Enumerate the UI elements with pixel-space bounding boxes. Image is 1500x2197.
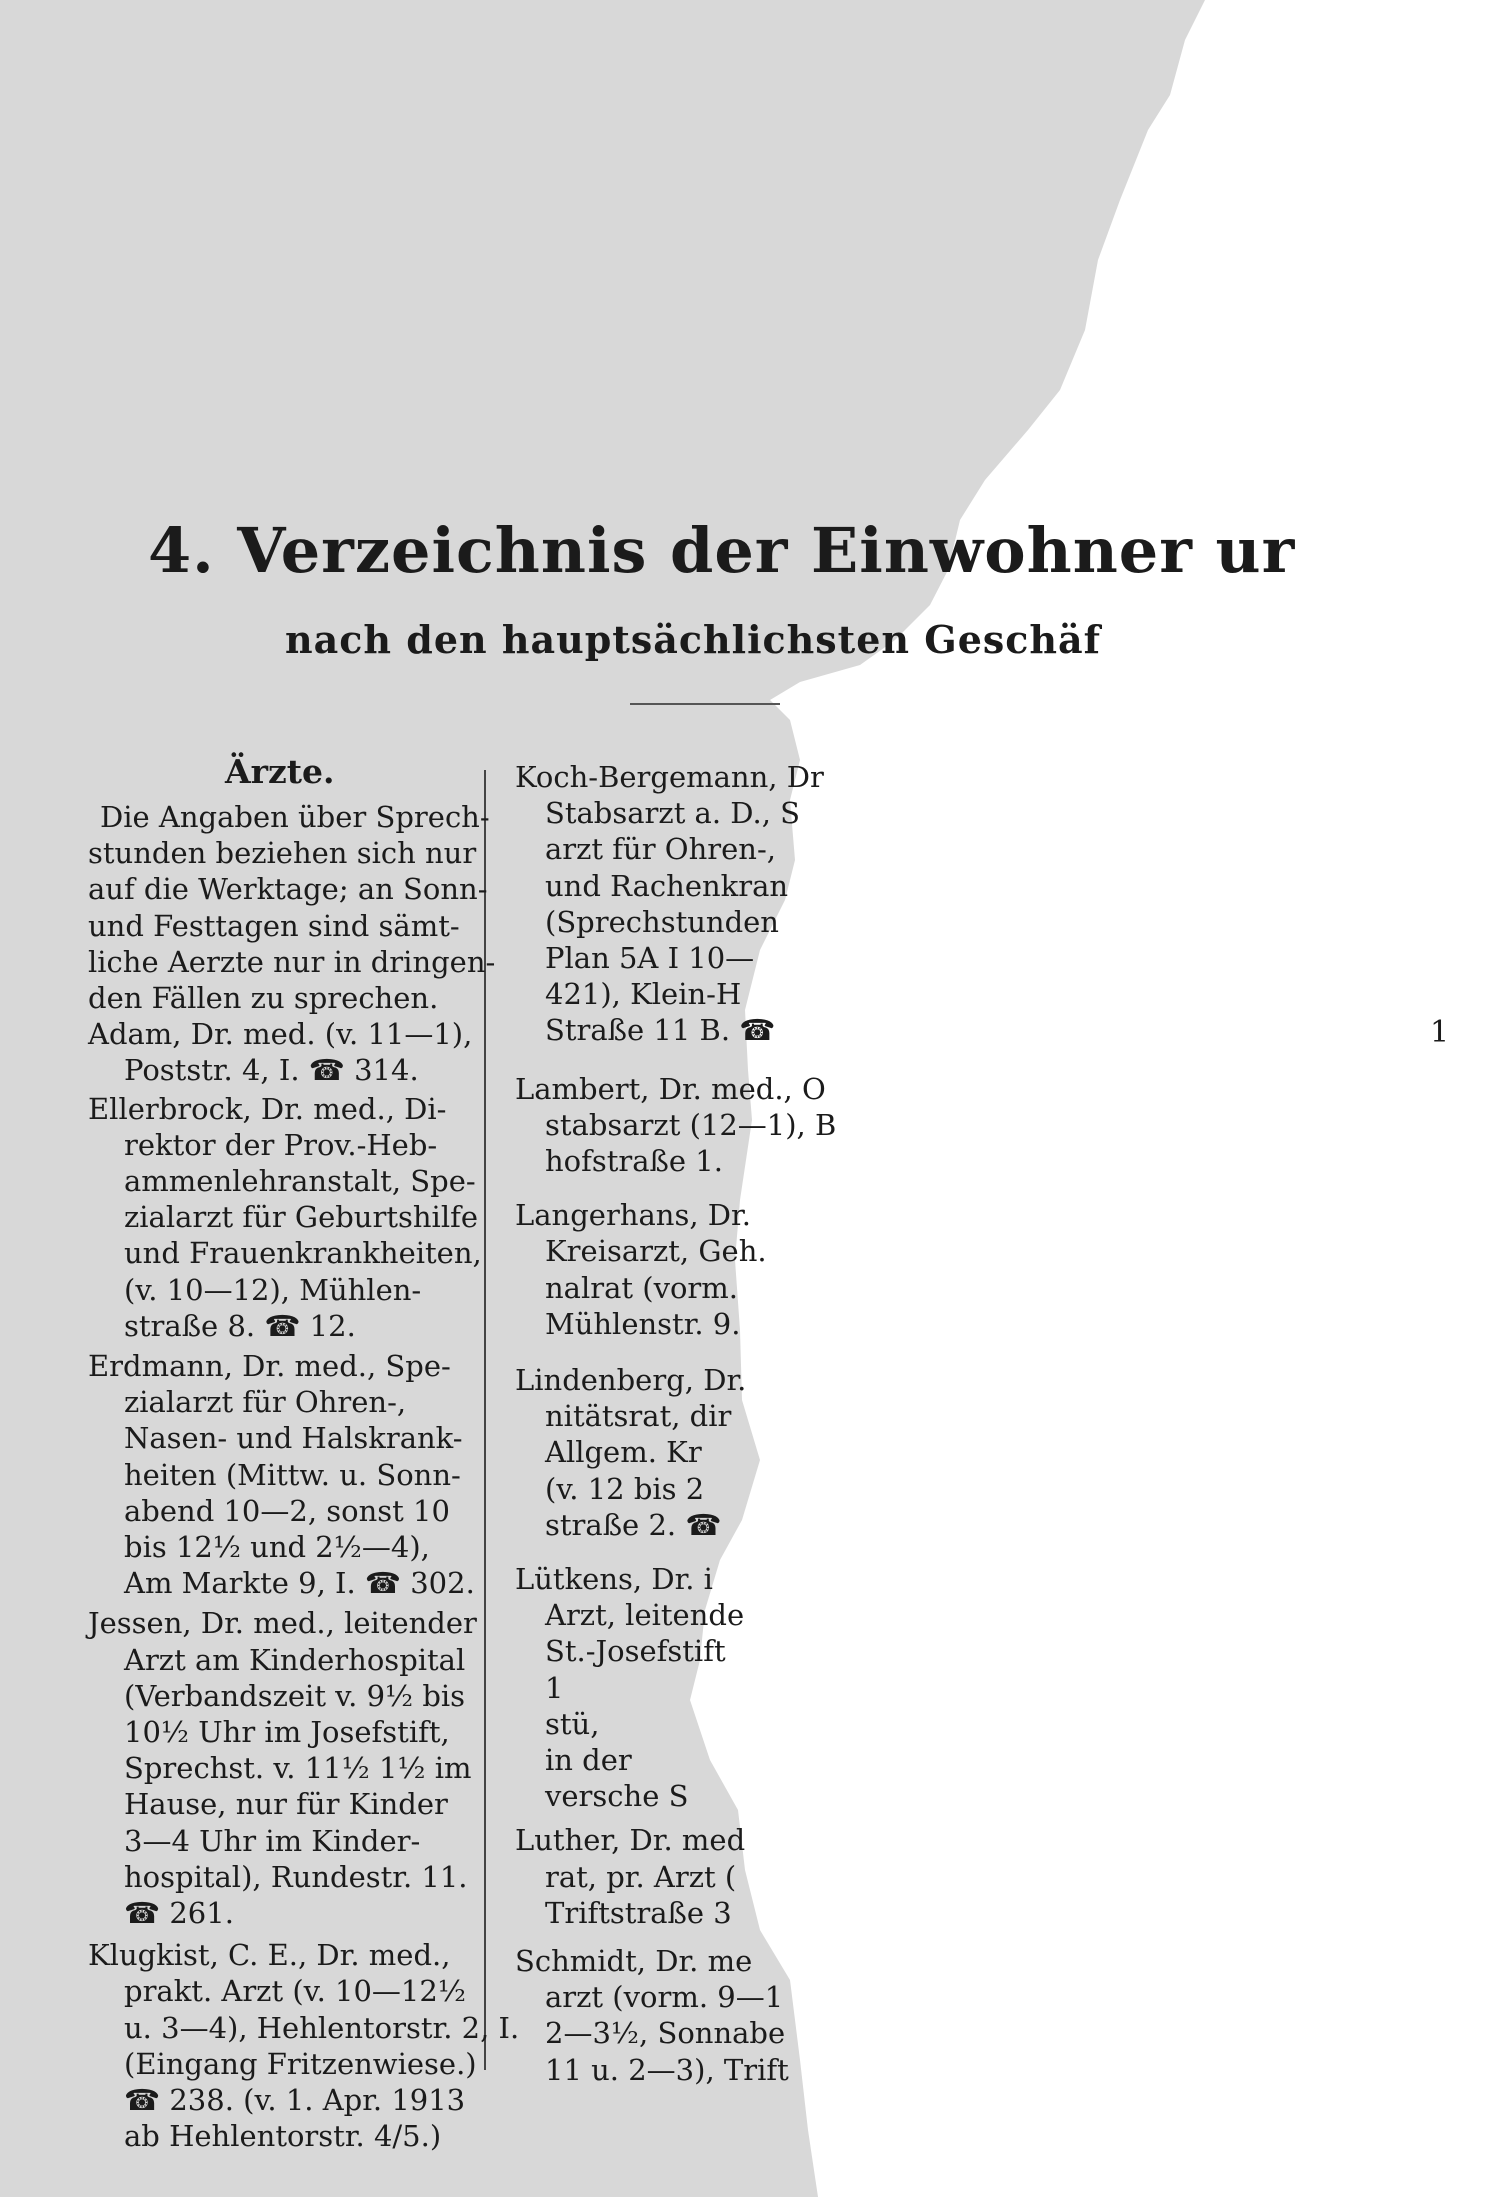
left-column-line: Arzt am Kinderhospital bbox=[124, 1642, 466, 1677]
left-column-line: ☎ 261. bbox=[124, 1896, 234, 1930]
left-column-line: den Fällen zu sprechen. bbox=[88, 981, 439, 1015]
left-column-line: rektor der Prov.-Heb- bbox=[124, 1127, 438, 1162]
right-column-line: 2—3½, Sonnabe bbox=[545, 2016, 786, 2051]
left-column-line: Die Angaben über Sprech- bbox=[100, 800, 490, 834]
left-column-line: und Frauenkrankheiten, bbox=[124, 1236, 482, 1271]
left-column-line: Nasen- und Halskrank- bbox=[124, 1421, 463, 1456]
left-column-line: Jessen, Dr. med., leitender bbox=[88, 1606, 477, 1641]
left-column-line: u. 3—4), Hehlentorstr. 2, I. bbox=[124, 2010, 520, 2045]
left-column-line: Sprechst. v. 11½ 1½ im bbox=[124, 1751, 472, 1786]
right-column-line: 421), Klein-H bbox=[545, 977, 742, 1012]
left-column-line: Adam, Dr. med. (v. 11—1), bbox=[88, 1017, 473, 1052]
page-number: 1 bbox=[1430, 1015, 1450, 1050]
right-column-line: (Sprechstunden bbox=[545, 904, 779, 939]
right-column-line: 11 u. 2—3), Trift bbox=[545, 2052, 789, 2087]
title-divider-rule bbox=[630, 703, 780, 705]
left-column-line: (Verbandszeit v. 9½ bis bbox=[124, 1678, 466, 1713]
left-column-line: Hause, nur für Kinder bbox=[124, 1787, 448, 1822]
right-column-line: Koch-Bergemann, Dr bbox=[515, 760, 824, 794]
right-column-line: straße 2. ☎ bbox=[545, 1507, 722, 1542]
right-column-line: Lindenberg, Dr. bbox=[515, 1363, 747, 1397]
left-column-line: zialarzt für Ohren-, bbox=[124, 1385, 407, 1420]
left-column-line: Ellerbrock, Dr. med., Di- bbox=[88, 1091, 447, 1126]
right-column-line: Straße 11 B. ☎ bbox=[545, 1013, 776, 1048]
right-column-line: hofstraße 1. bbox=[545, 1144, 723, 1178]
left-column-line: prakt. Arzt (v. 10—12½ bbox=[124, 1974, 466, 2009]
right-column-line: Triftstraße 3 bbox=[545, 1895, 732, 1930]
left-column-line: (Eingang Fritzenwiese.) bbox=[124, 2046, 477, 2081]
right-column-line: nitätsrat, dir bbox=[545, 1399, 732, 1434]
right-column-line: nalrat (vorm. bbox=[545, 1270, 739, 1305]
right-column-line: Lambert, Dr. med., O bbox=[515, 1071, 826, 1106]
right-column-line: (v. 12 bis 2 bbox=[545, 1471, 705, 1506]
right-column-line: Stabsarzt a. D., S bbox=[545, 796, 801, 831]
right-column-line: stü, bbox=[545, 1706, 600, 1741]
right-column-line: Kreisarzt, Geh. bbox=[545, 1234, 767, 1269]
right-column-line: Arzt, leitende bbox=[545, 1598, 745, 1633]
left-column-line: Poststr. 4, I. ☎ 314. bbox=[124, 1053, 419, 1088]
left-column-line: Klugkist, C. E., Dr. med., bbox=[88, 1938, 451, 1973]
left-column-line: liche Aerzte nur in dringen- bbox=[88, 944, 496, 979]
left-column-line: ammenlehranstalt, Spe- bbox=[124, 1164, 476, 1198]
section-heading: Ärzte. bbox=[225, 752, 335, 791]
right-column-line: in der bbox=[545, 1743, 632, 1777]
left-column-line: stunden beziehen sich nur bbox=[88, 836, 477, 871]
right-column-line: Allgem. Kr bbox=[545, 1435, 702, 1470]
right-column-line: rat, pr. Arzt ( bbox=[545, 1859, 737, 1894]
left-column-line: hospital), Rundestr. 11. bbox=[124, 1859, 468, 1894]
right-column-line: Schmidt, Dr. me bbox=[515, 1944, 753, 1978]
page-title: 4. Verzeichnis der Einwohner ur bbox=[148, 514, 1296, 587]
left-column-line: 3—4 Uhr im Kinder- bbox=[124, 1823, 421, 1858]
right-column-line: und Rachenkran bbox=[545, 868, 789, 903]
left-column-line: (v. 10—12), Mühlen- bbox=[124, 1272, 422, 1307]
left-column-line: ☎ 238. (v. 1. Apr. 1913 bbox=[124, 2083, 466, 2117]
left-column-line: straße 8. ☎ 12. bbox=[124, 1308, 356, 1343]
left-column-line: bis 12½ und 2½—4), bbox=[124, 1530, 430, 1564]
right-column-line: arzt (vorm. 9—1 bbox=[545, 1980, 784, 2015]
left-column-line: auf die Werktage; an Sonn- bbox=[88, 872, 488, 907]
right-column-line: Mühlenstr. 9. bbox=[545, 1306, 741, 1341]
left-column-line: und Festtagen sind sämt- bbox=[88, 908, 460, 943]
right-column-line: versche S bbox=[545, 1779, 689, 1814]
right-column-line: Lütkens, Dr. i bbox=[515, 1562, 713, 1596]
right-column-line: Luther, Dr. med bbox=[515, 1823, 746, 1858]
left-column-line: abend 10—2, sonst 10 bbox=[124, 1493, 450, 1528]
left-column-line: heiten (Mittw. u. Sonn- bbox=[124, 1457, 461, 1492]
left-column-line: Erdmann, Dr. med., Spe- bbox=[88, 1349, 451, 1383]
left-column-line: ab Hehlentorstr. 4/5.) bbox=[124, 2119, 442, 2154]
right-column-line: 1 bbox=[545, 1670, 564, 1705]
left-column-line: Am Markte 9, I. ☎ 302. bbox=[124, 1566, 475, 1601]
right-column-line: St.-Josefstift bbox=[545, 1634, 726, 1669]
left-column-line: zialarzt für Geburtshilfe bbox=[124, 1200, 479, 1235]
right-column-line: Langerhans, Dr. bbox=[515, 1198, 751, 1233]
right-column-line: arzt für Ohren-, bbox=[545, 832, 776, 867]
left-column-line: 10½ Uhr im Josefstift, bbox=[124, 1715, 450, 1749]
right-column-line: stabsarzt (12—1), B bbox=[545, 1107, 837, 1142]
right-column-line: Plan 5A I 10— bbox=[545, 941, 755, 975]
page-subtitle: nach den hauptsächlichsten Geschäf bbox=[285, 617, 1102, 662]
